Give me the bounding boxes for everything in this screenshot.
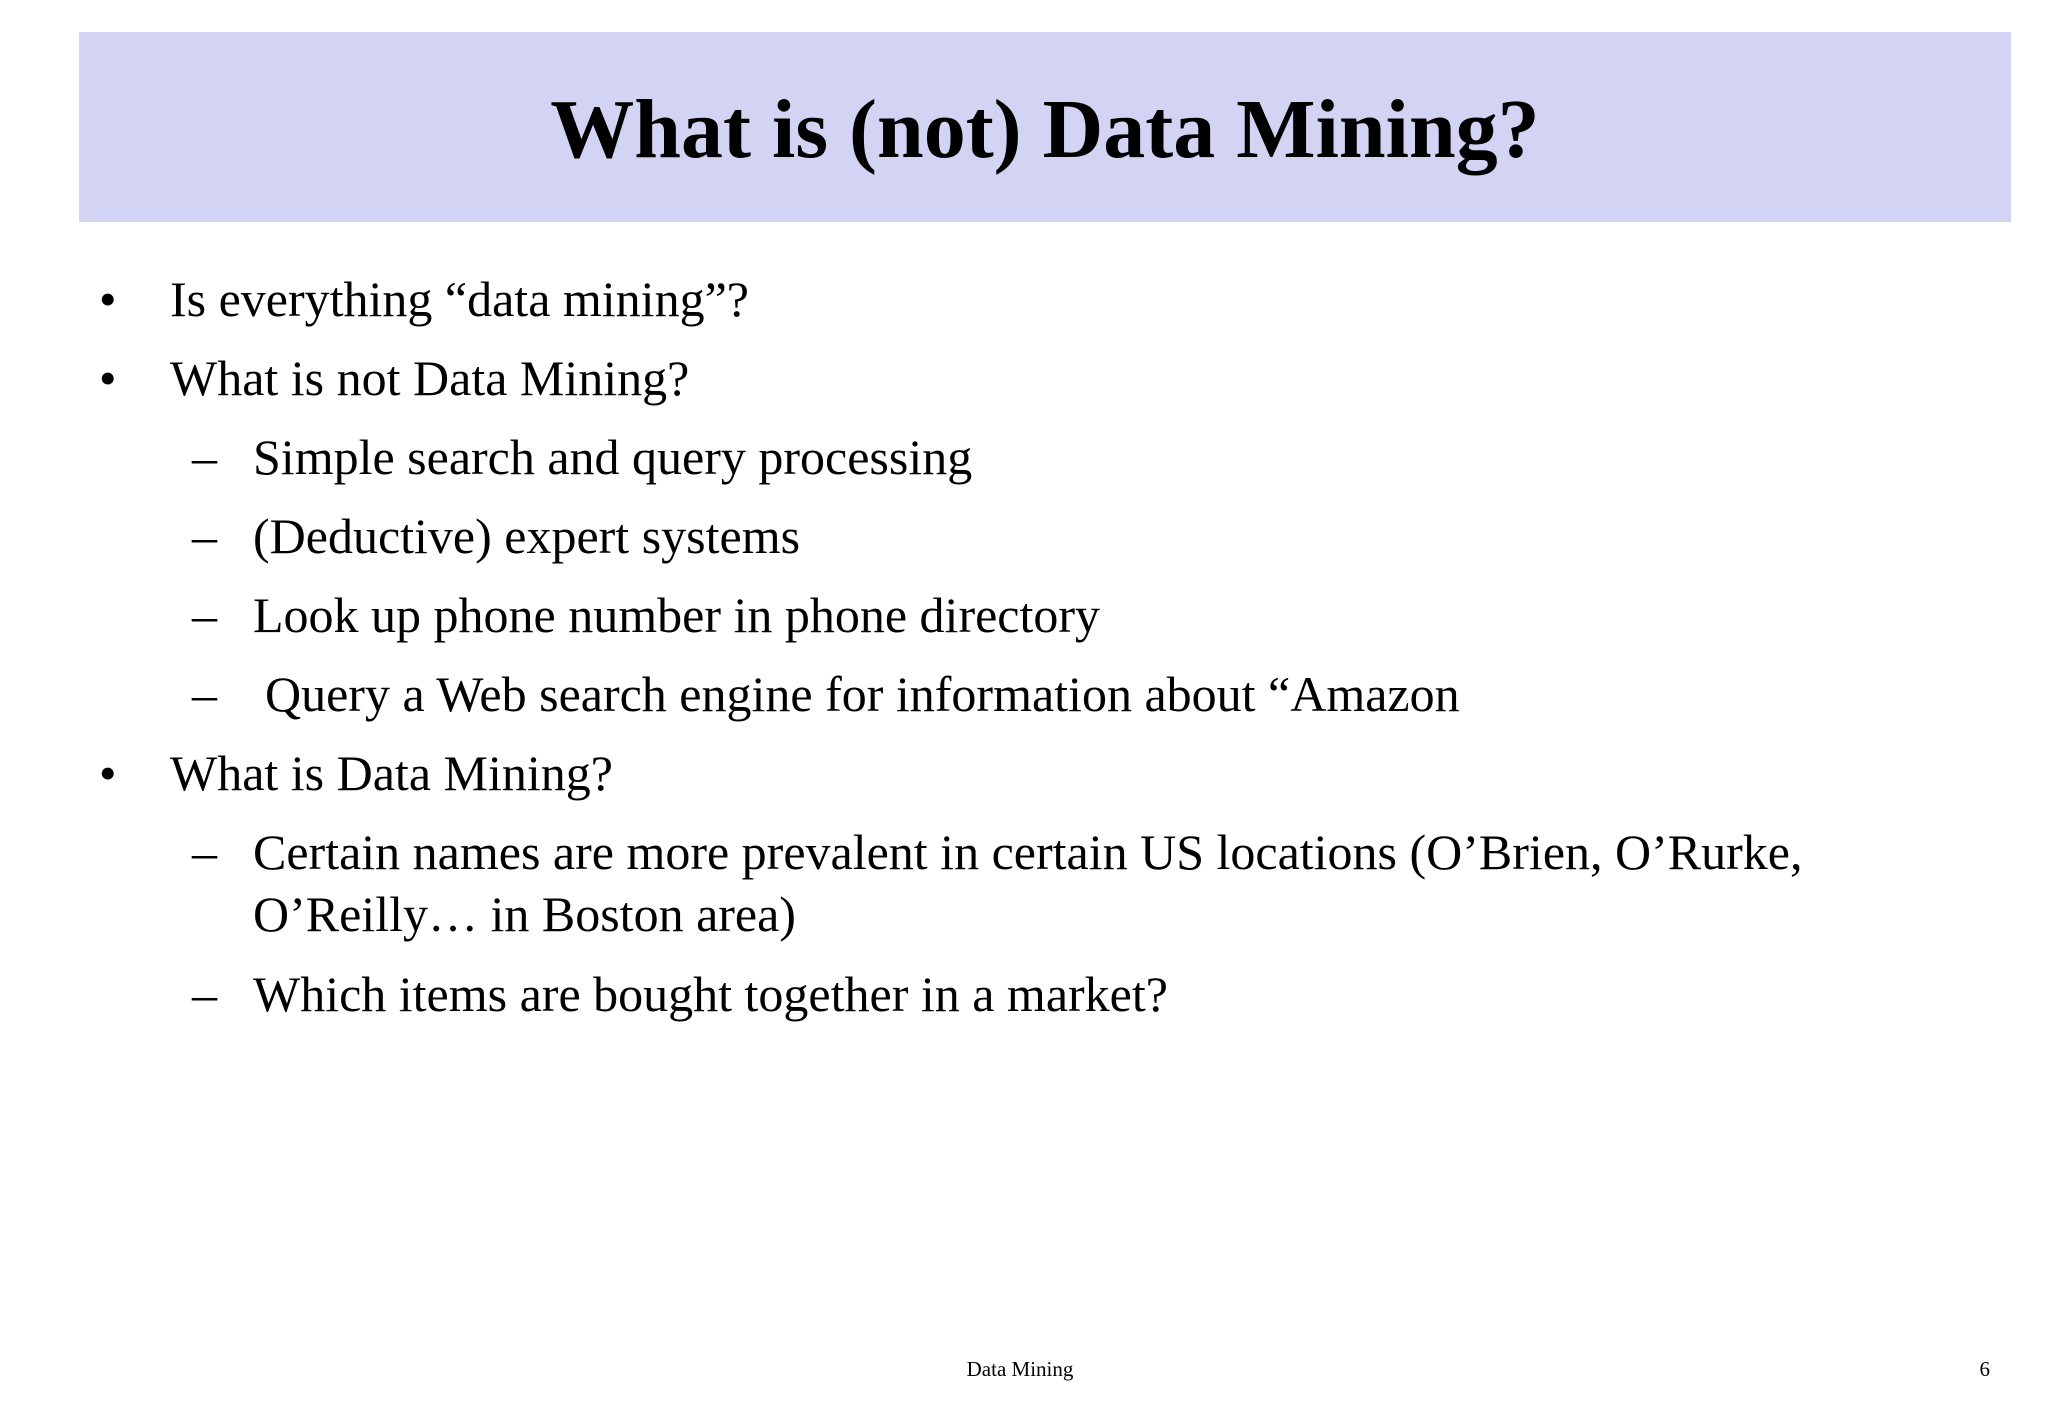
bullet-marker: • xyxy=(99,271,117,327)
bullet-text: Certain names are more prevalent in certain US locations (O’Brien, O’Rurke, xyxy=(253,824,1803,880)
bullet-text-continuation: O’Reilly… in Boston area) xyxy=(253,886,796,942)
dash-marker: – xyxy=(192,966,217,1022)
bullet-text: Query a Web search engine for information about “Amazon xyxy=(265,666,1460,722)
bullet-marker: • xyxy=(99,745,117,801)
footer-title: Data Mining xyxy=(966,1357,1074,1381)
bullet-text: What is not Data Mining? xyxy=(170,350,690,406)
bullet-text: What is Data Mining? xyxy=(170,745,613,801)
bullet-text: Which items are bought together in a market? xyxy=(253,966,1168,1022)
dash-marker: – xyxy=(192,666,217,722)
dash-marker: – xyxy=(192,429,217,485)
bullet-text: (Deductive) expert systems xyxy=(253,508,801,564)
dash-marker: – xyxy=(192,824,217,880)
bullet-text: Simple search and query processing xyxy=(253,429,973,485)
bullet-marker: • xyxy=(99,350,117,406)
bullet-text: Look up phone number in phone directory xyxy=(253,587,1101,643)
page-number: 6 xyxy=(1979,1357,1990,1381)
slide-title: What is (not) Data Mining? xyxy=(550,83,1540,176)
dash-marker: – xyxy=(192,587,217,643)
bullet-text: Is everything “data mining”? xyxy=(170,271,749,327)
dash-marker: – xyxy=(192,508,217,564)
